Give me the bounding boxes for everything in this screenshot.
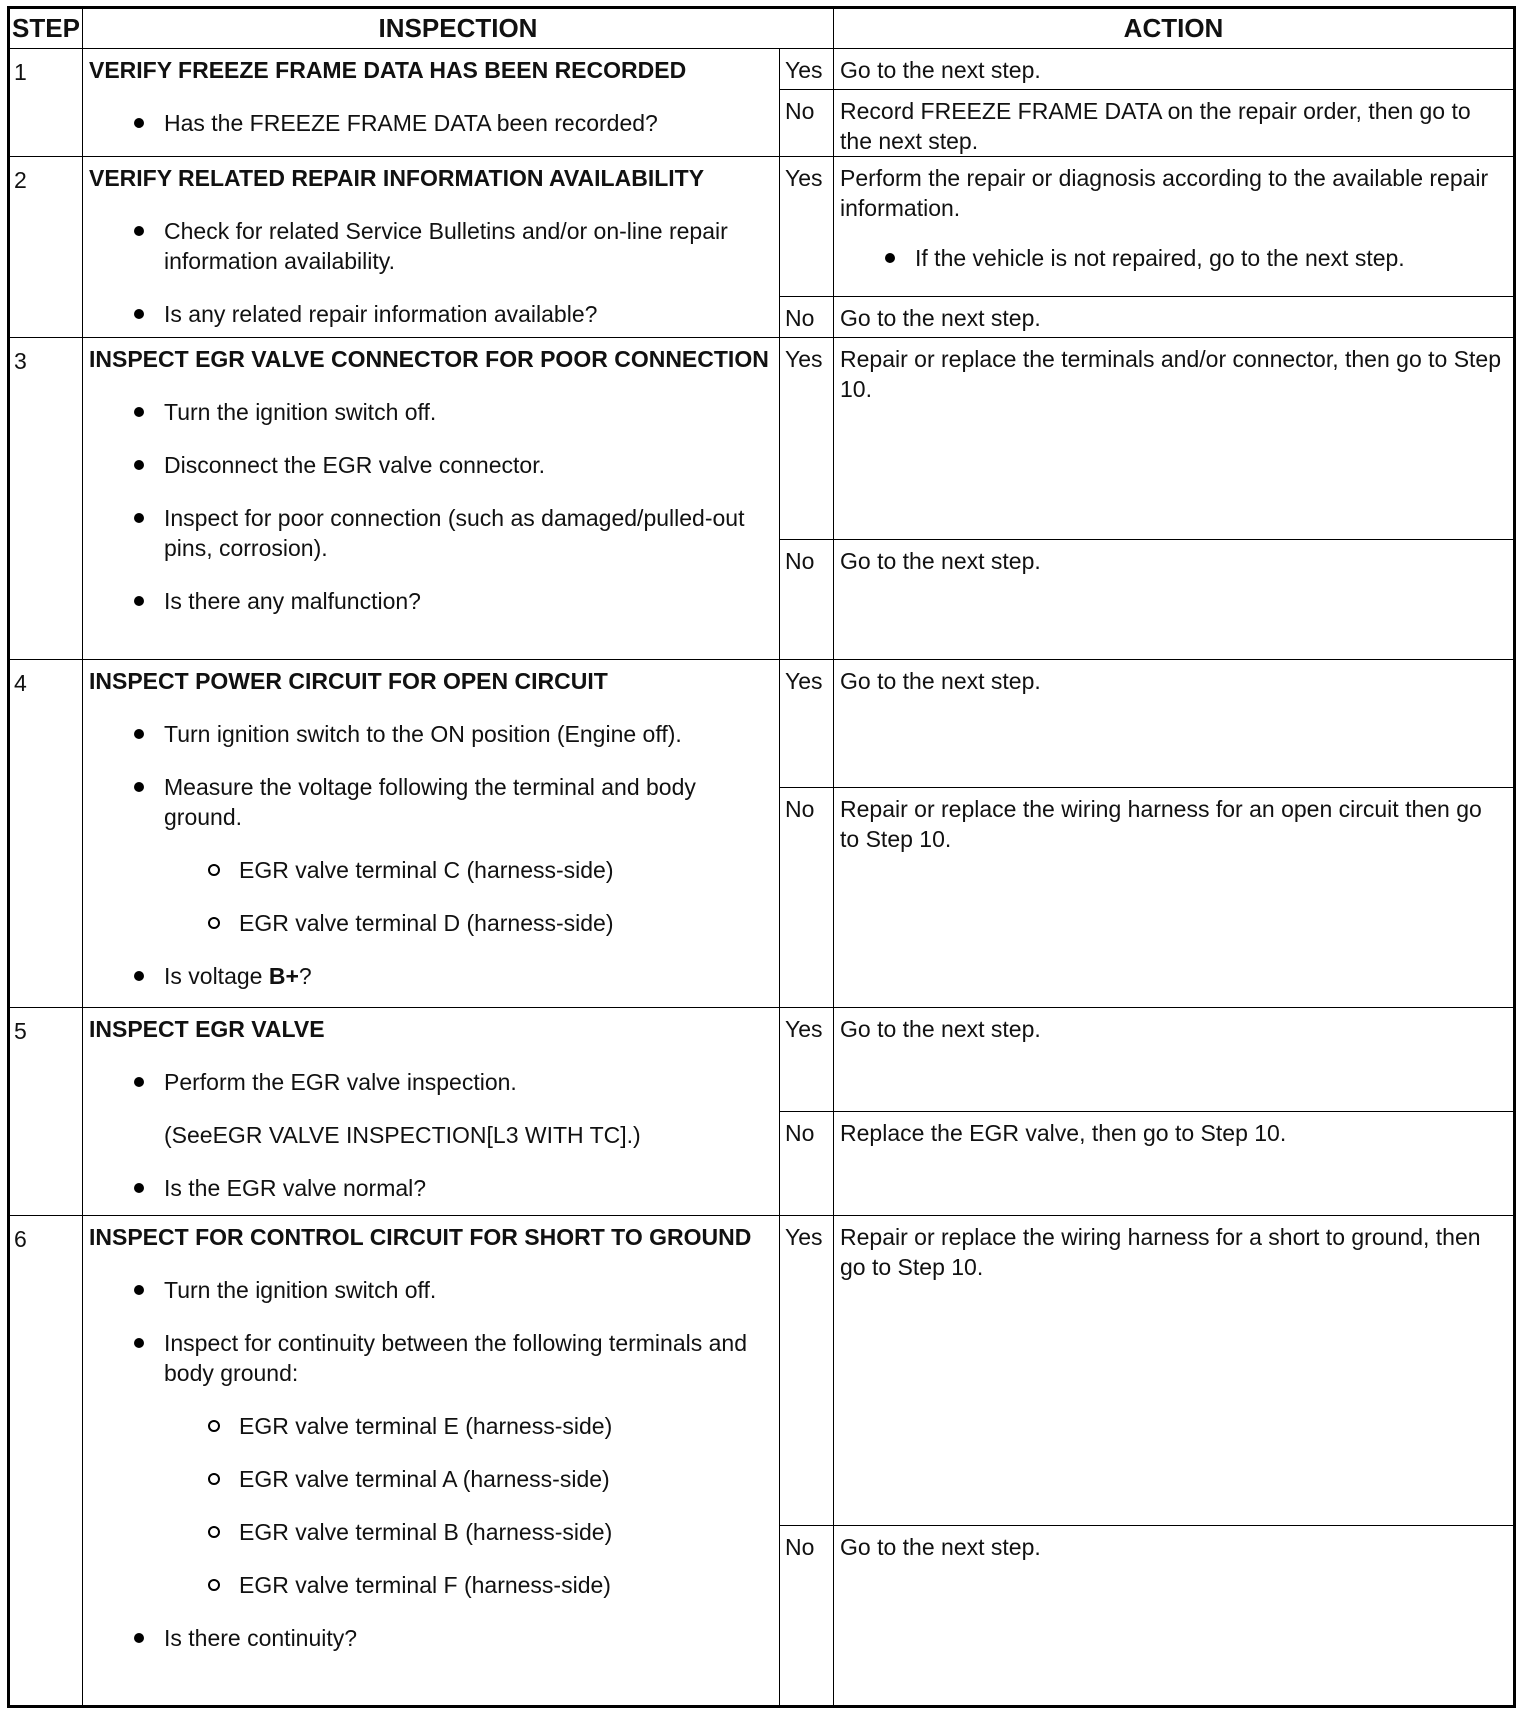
inspection-item: Turn the ignition switch off. xyxy=(164,397,771,427)
inspection-item xyxy=(164,961,771,991)
step-2-inspection xyxy=(83,157,780,338)
diagnostic-table xyxy=(7,6,1516,1708)
step-title: INSPECT EGR VALVE xyxy=(89,1016,325,1042)
no-label: No xyxy=(780,1112,834,1216)
header-action: ACTION xyxy=(834,8,1515,49)
header-row xyxy=(9,8,1515,49)
question-mark: ? xyxy=(298,963,312,989)
yes-action: Go to the next step. xyxy=(834,660,1515,788)
step-2-yes-row xyxy=(9,157,1515,297)
step-6-yes-row xyxy=(9,1216,1515,1526)
inspection-item: Is there any malfunction? xyxy=(164,586,771,616)
yes-action: Perform the repair or diagnosis according to the available repair information. xyxy=(840,165,1489,221)
header-step: STEP xyxy=(9,8,83,49)
step-title: INSPECT FOR CONTROL CIRCUIT FOR SHORT TO GROUND xyxy=(89,1224,752,1250)
step-number: 6 xyxy=(9,1216,83,1707)
step-number: 4 xyxy=(9,660,83,1008)
yes-action: Repair or replace the wiring harness for a short to ground, then go to Step 10. xyxy=(834,1216,1515,1526)
inspection-item: Has the FREEZE FRAME DATA been recorded? xyxy=(164,108,771,138)
no-action: Go to the next step. xyxy=(834,1526,1515,1707)
yes-action: Go to the next step. xyxy=(834,1008,1515,1112)
inspection-item: Inspect for continuity between the following terminals and body ground: xyxy=(164,1328,771,1388)
step-5-inspection xyxy=(83,1008,780,1216)
no-action: Go to the next step. xyxy=(834,297,1515,338)
step-number: 3 xyxy=(9,338,83,660)
inspection-sub-item: EGR valve terminal E (harness-side) xyxy=(239,1411,771,1441)
reference-note: (SeeEGR VALVE INSPECTION[L3 WITH TC].) xyxy=(164,1122,641,1148)
no-action: Record FREEZE FRAME DATA on the repair order, then go to the next step. xyxy=(834,90,1515,157)
inspection-item: Inspect for poor connection (such as damaged/pulled-out pins, corrosion). xyxy=(164,503,771,563)
yes-label: Yes xyxy=(780,1008,834,1112)
yes-label: Yes xyxy=(780,338,834,540)
step-title: VERIFY FREEZE FRAME DATA HAS BEEN RECORDED xyxy=(89,57,687,83)
step-1-inspection xyxy=(83,49,780,157)
action-sub-item: If the vehicle is not repaired, go to the next step. xyxy=(915,243,1507,273)
inspection-sub-item: EGR valve terminal F (harness-side) xyxy=(239,1570,771,1600)
step-number: 5 xyxy=(9,1008,83,1216)
yes-label: Yes xyxy=(780,157,834,297)
no-label: No xyxy=(780,297,834,338)
step-1-yes-row xyxy=(9,49,1515,90)
step-5-yes-row xyxy=(9,1008,1515,1112)
step-title: INSPECT POWER CIRCUIT FOR OPEN CIRCUIT xyxy=(89,668,608,694)
yes-label: Yes xyxy=(780,660,834,788)
question-text: Is voltage xyxy=(164,963,269,989)
inspection-item: Turn the ignition switch off. xyxy=(164,1275,771,1305)
inspection-item: Check for related Service Bulletins and/or on-line repair information availability. xyxy=(164,216,771,276)
step-title: VERIFY RELATED REPAIR INFORMATION AVAILABILITY xyxy=(89,165,705,191)
inspection-item: Disconnect the EGR valve connector. xyxy=(164,450,771,480)
inspection-item: Turn ignition switch to the ON position (Engine off). xyxy=(164,719,771,749)
no-action: Repair or replace the wiring harness for an open circuit then go to Step 10. xyxy=(834,788,1515,1008)
yes-label: Yes xyxy=(780,49,834,90)
yes-label: Yes xyxy=(780,1216,834,1526)
step-4-yes-row xyxy=(9,660,1515,788)
yes-action: Repair or replace the terminals and/or connector, then go to Step 10. xyxy=(834,338,1515,540)
no-action: Go to the next step. xyxy=(834,540,1515,660)
inspection-sub-item: EGR valve terminal A (harness-side) xyxy=(239,1464,771,1494)
step-3-inspection xyxy=(83,338,780,660)
yes-action: Go to the next step. xyxy=(834,49,1515,90)
yes-action-cell xyxy=(834,157,1515,297)
inspection-sub-item: EGR valve terminal B (harness-side) xyxy=(239,1517,771,1547)
inspection-item: Perform the EGR valve inspection. xyxy=(164,1067,771,1097)
step-3-yes-row xyxy=(9,338,1515,540)
inspection-sub-item: EGR valve terminal D (harness-side) xyxy=(239,908,771,938)
no-label: No xyxy=(780,90,834,157)
step-4-inspection xyxy=(83,660,780,1008)
step-number: 2 xyxy=(9,157,83,338)
no-action: Replace the EGR valve, then go to Step 10. xyxy=(834,1112,1515,1216)
inspection-item: Is the EGR valve normal? xyxy=(164,1173,771,1203)
step-title: INSPECT EGR VALVE CONNECTOR FOR POOR CONNECTION xyxy=(89,346,769,372)
step-6-inspection xyxy=(83,1216,780,1707)
inspection-item: Is there continuity? xyxy=(164,1623,771,1653)
no-label: No xyxy=(780,540,834,660)
no-label: No xyxy=(780,788,834,1008)
no-label: No xyxy=(780,1526,834,1707)
voltage-value: B+ xyxy=(268,963,299,989)
inspection-item: Measure the voltage following the terminal and body ground. xyxy=(164,772,771,832)
inspection-item: Is any related repair information available? xyxy=(164,299,771,329)
inspection-sub-item: EGR valve terminal C (harness-side) xyxy=(239,855,771,885)
header-inspection: INSPECTION xyxy=(83,8,834,49)
step-number: 1 xyxy=(9,49,83,157)
